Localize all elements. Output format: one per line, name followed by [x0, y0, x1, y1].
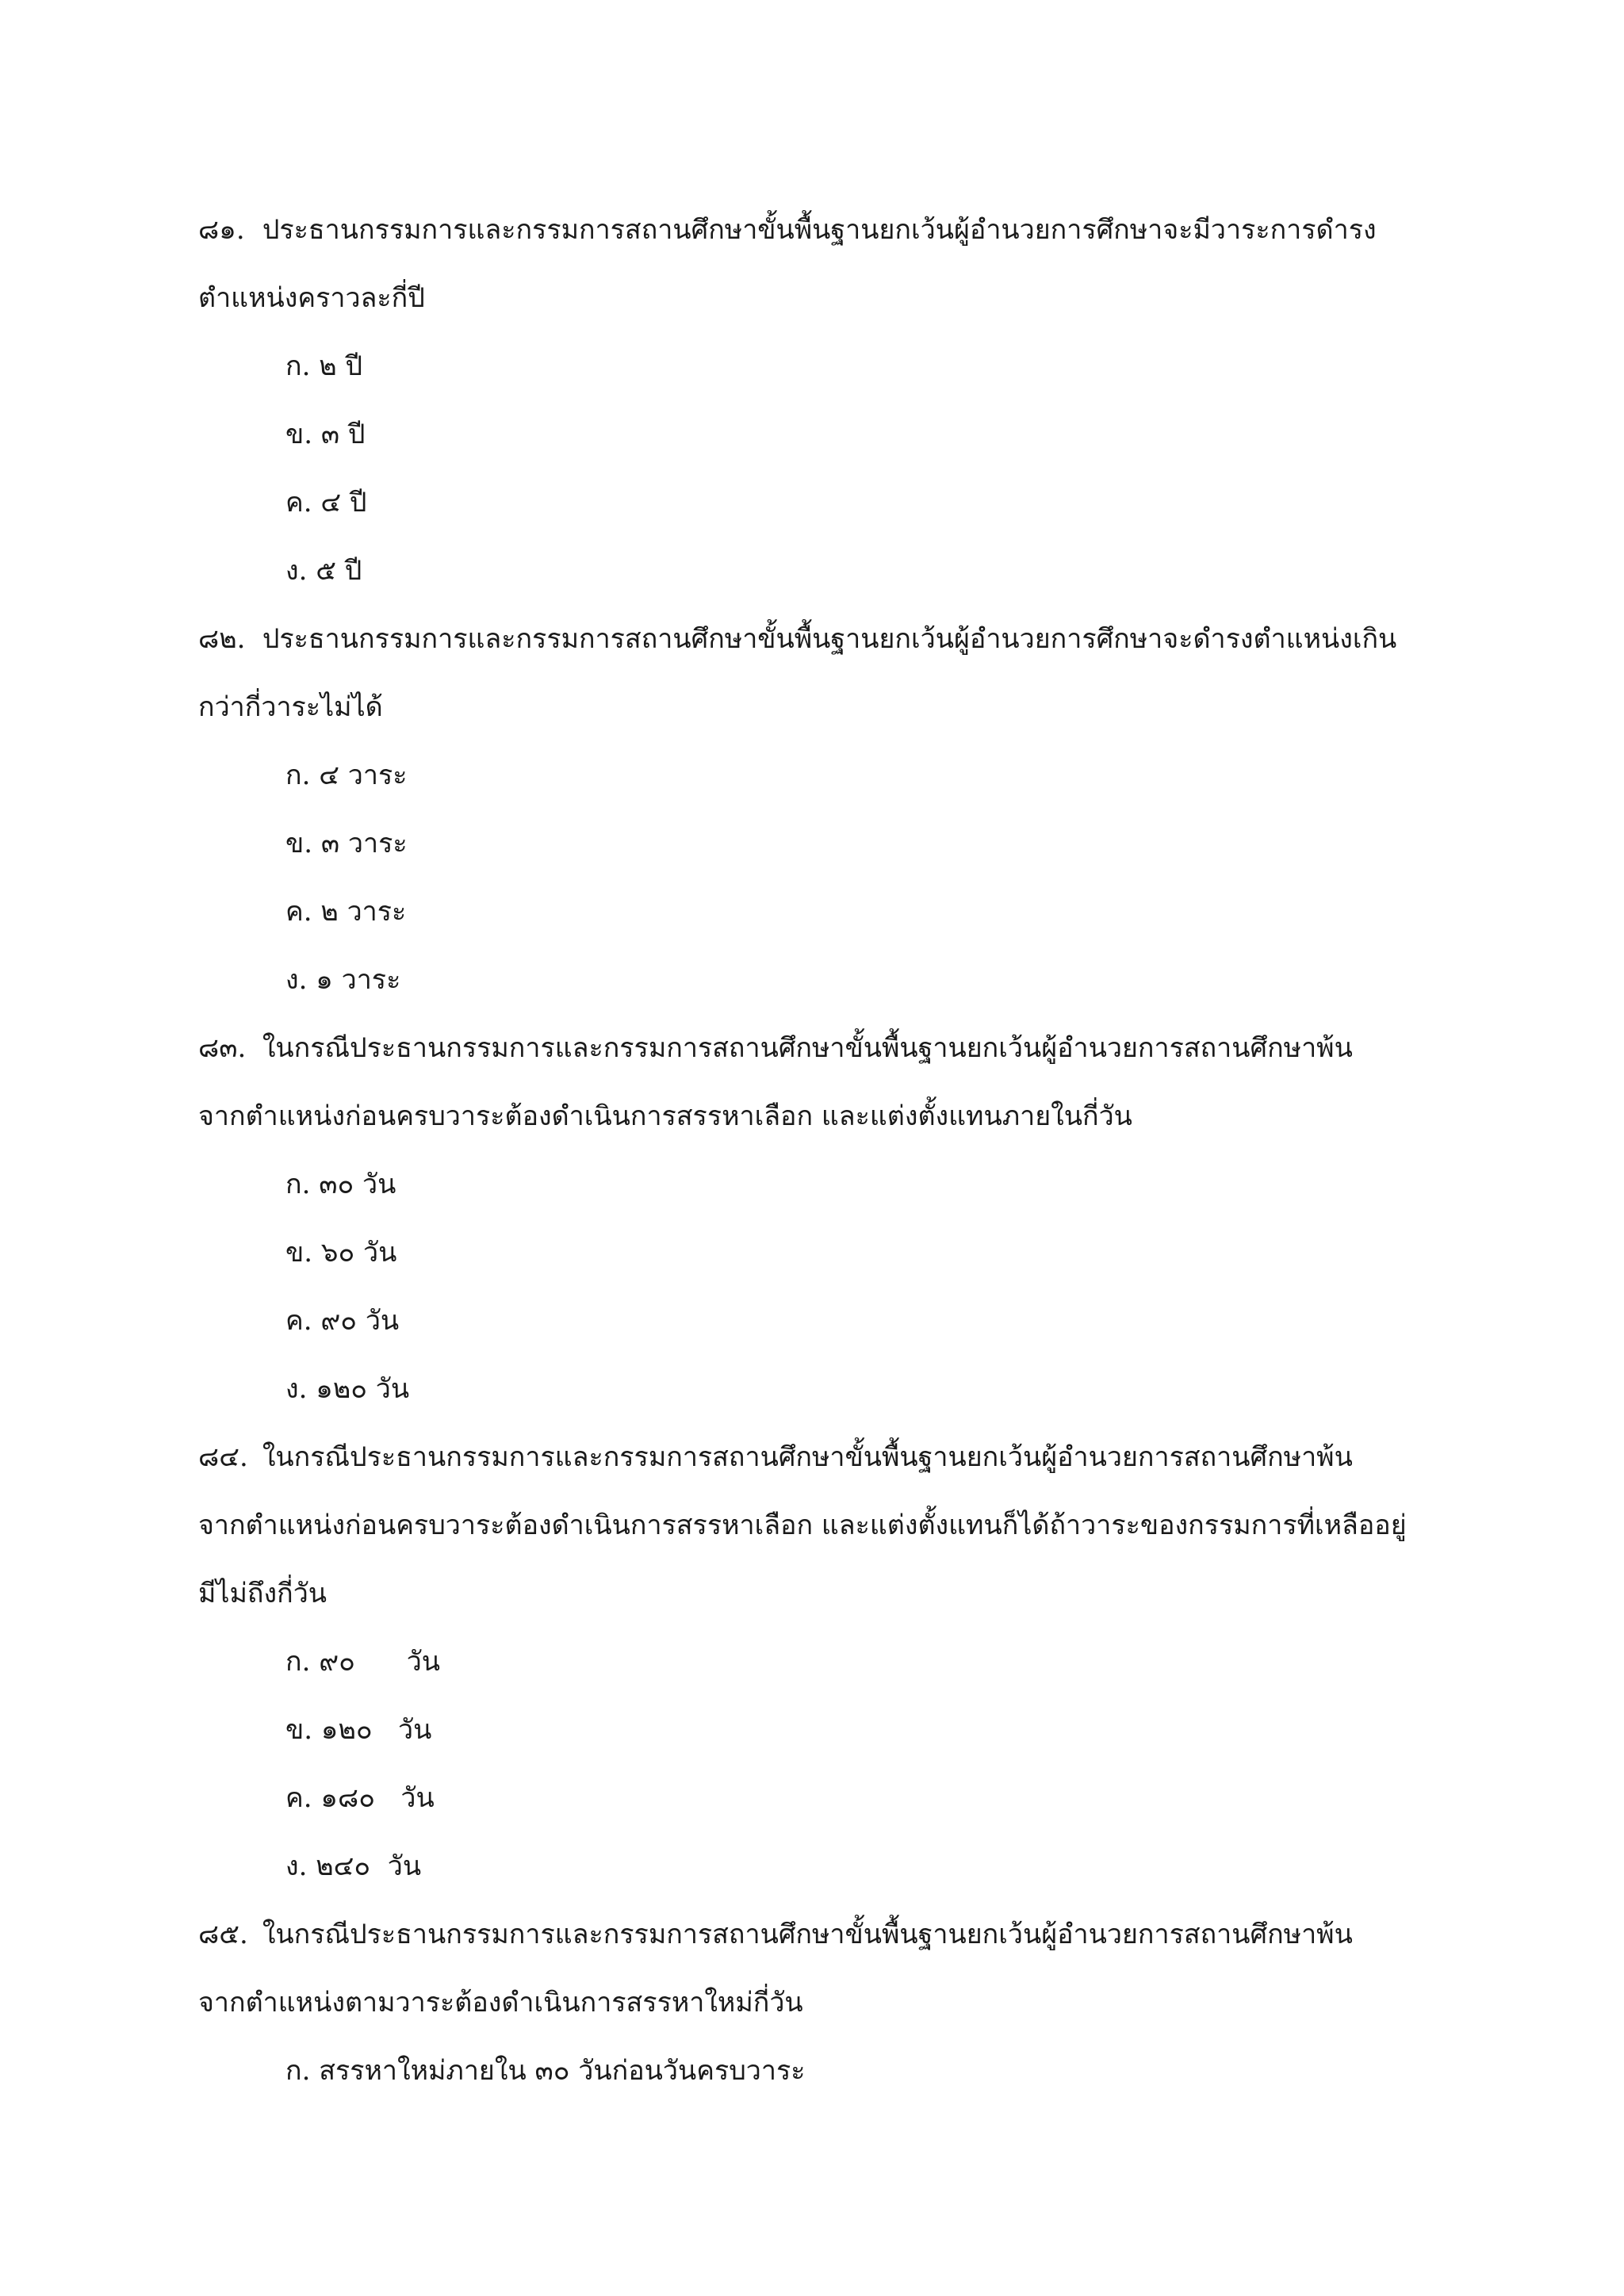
question-text: ประธานกรรมการและกรรมการสถานศึกษาขั้นพื้นฐานยกเว้นผู้อำนวยการศึกษาจะมีวาระการดำรง	[262, 214, 1377, 246]
question-number: ๘๓.	[198, 1032, 247, 1064]
question-number: ๘๔.	[198, 1441, 248, 1473]
option-label: ค.	[285, 1305, 312, 1337]
option-text: ๑ วาระ	[316, 964, 401, 996]
option-text: ๙๐ วัน	[319, 1646, 441, 1678]
option-83-c	[285, 1303, 399, 1338]
option-text: ๓๐ วัน	[319, 1169, 396, 1200]
option-label: ข.	[285, 828, 313, 859]
option-text: ๑๒๐ วัน	[316, 1373, 410, 1405]
question-81-line-2: ตำแหน่งคราวละกี่ปี	[198, 282, 425, 314]
option-text: สรรหาใหม่ภายใน ๓๐ วันก่อนวันครบวาระ	[319, 2055, 806, 2087]
option-text: ๒ วาระ	[320, 896, 407, 928]
option-84-d	[285, 1849, 421, 1884]
question-text: ในกรณีประธานกรรมการและกรรมการสถานศึกษาขั้นพื้นฐานยกเว้นผู้อำนวยการสถานศึกษาพ้น	[262, 1919, 1353, 1950]
option-label: ข.	[285, 419, 313, 450]
option-label: ง.	[285, 964, 308, 996]
question-text: ประธานกรรมการและกรรมการสถานศึกษาขั้นพื้นฐานยกเว้นผู้อำนวยการศึกษาจะดำรงตำแหน่งเกิน	[262, 623, 1397, 655]
question-84-line-1	[198, 1440, 1353, 1475]
option-label: ก.	[285, 1646, 311, 1678]
option-82-b	[285, 826, 408, 861]
option-81-a	[285, 349, 362, 384]
option-84-a	[285, 1644, 440, 1679]
question-number: ๘๕.	[198, 1919, 248, 1950]
option-label: ค.	[285, 1782, 312, 1814]
option-84-b	[285, 1712, 431, 1747]
option-text: ๖๐ วัน	[320, 1237, 397, 1269]
option-82-c	[285, 894, 406, 929]
question-83-line-1	[198, 1031, 1353, 1066]
option-text: ๒๔๐ วัน	[316, 1850, 422, 1882]
option-81-d	[285, 553, 362, 588]
option-label: ค.	[285, 487, 312, 519]
option-label: ก.	[285, 350, 311, 382]
question-82-line-2: กว่ากี่วาระไม่ได้	[198, 691, 383, 723]
option-label: ง.	[285, 1850, 308, 1882]
option-text: ๔ ปี	[320, 487, 367, 519]
option-label: ก.	[285, 760, 311, 791]
option-84-c	[285, 1781, 435, 1816]
option-text: ๓ วาระ	[320, 828, 408, 859]
option-label: ค.	[285, 896, 312, 928]
question-84-line-2: จากตำแหน่งก่อนครบวาระต้องดำเนินการสรรหาเลือก และแต่งตั้งแทนก็ได้ถ้าวาระของกรรมการที่เหลืออยู่	[198, 1510, 1407, 1541]
option-label: ง.	[285, 555, 308, 587]
option-text: ๑๘๐ วัน	[320, 1782, 435, 1814]
question-number: ๘๒.	[198, 623, 246, 655]
option-label: ง.	[285, 1373, 308, 1405]
option-83-a	[285, 1167, 396, 1202]
option-label: ข.	[285, 1237, 313, 1269]
question-85-line-1	[198, 1917, 1353, 1952]
option-82-a	[285, 758, 407, 793]
option-text: ๓ ปี	[320, 419, 366, 450]
option-text: ๙๐ วัน	[320, 1305, 400, 1337]
option-label: ข.	[285, 1714, 313, 1746]
question-text: ในกรณีประธานกรรมการและกรรมการสถานศึกษาขั้นพื้นฐานยกเว้นผู้อำนวยการสถานศึกษาพ้น	[262, 1032, 1353, 1064]
option-81-b	[285, 417, 366, 452]
question-81-line-1	[198, 212, 1377, 247]
option-text: ๔ วาระ	[319, 760, 408, 791]
question-number: ๘๑.	[198, 214, 245, 246]
question-text: ในกรณีประธานกรรมการและกรรมการสถานศึกษาขั้นพื้นฐานยกเว้นผู้อำนวยการสถานศึกษาพ้น	[262, 1441, 1353, 1473]
option-82-d	[285, 962, 400, 997]
option-text: ๑๒๐ วัน	[320, 1714, 432, 1746]
option-83-d	[285, 1372, 409, 1406]
option-label: ก.	[285, 2055, 311, 2087]
option-85-a	[285, 2053, 806, 2088]
question-83-line-2: จากตำแหน่งก่อนครบวาระต้องดำเนินการสรรหาเลือก และแต่งตั้งแทนภายในกี่วัน	[198, 1100, 1132, 1132]
question-85-line-2: จากตำแหน่งตามวาระต้องดำเนินการสรรหาใหม่กี่วัน	[198, 1987, 803, 2019]
question-82-line-1	[198, 622, 1396, 656]
option-text: ๒ ปี	[319, 350, 363, 382]
option-83-b	[285, 1235, 396, 1270]
option-text: ๕ ปี	[316, 555, 362, 587]
option-label: ก.	[285, 1169, 311, 1200]
question-84-line-3: มีไม่ถึงกี่วัน	[198, 1578, 327, 1609]
option-81-c	[285, 485, 367, 520]
